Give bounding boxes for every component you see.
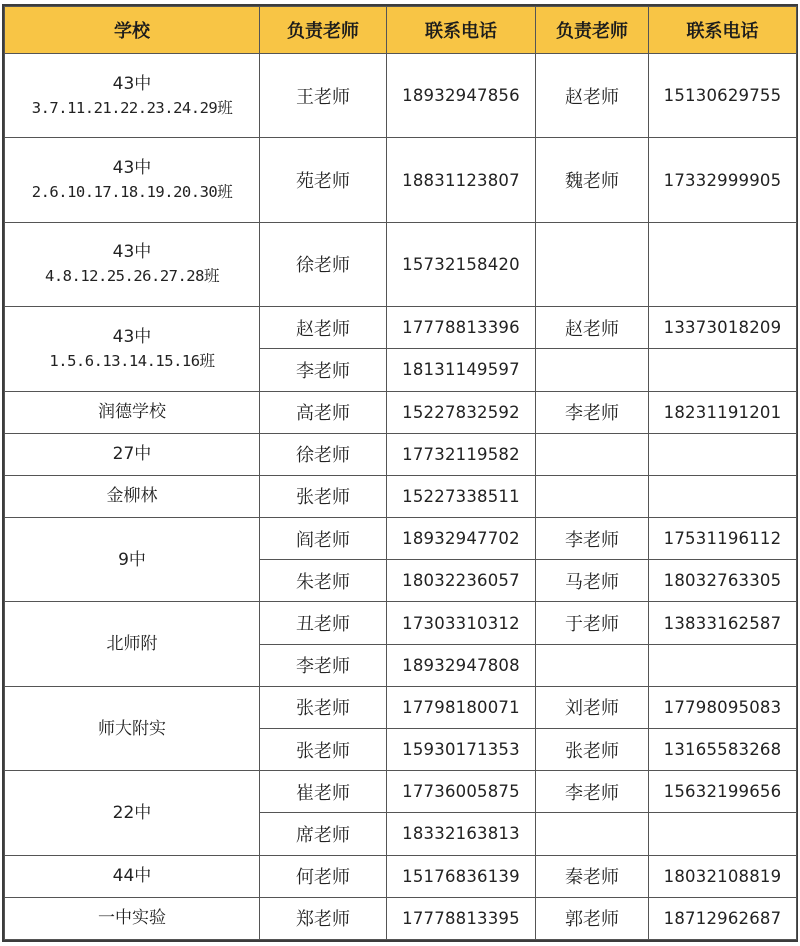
teacher-name: 何老师 [260, 855, 387, 897]
phone-number [649, 644, 797, 686]
school-name: 22中 [5, 771, 260, 855]
phone-number: 17798180071 [387, 686, 536, 728]
teacher-name [536, 813, 649, 855]
phone-number: 17736005875 [387, 771, 536, 813]
phone-number: 15732158420 [387, 222, 536, 306]
teacher-name: 秦老师 [536, 855, 649, 897]
teacher-name: 赵老师 [536, 307, 649, 349]
school-cell [5, 54, 260, 138]
table-row [5, 602, 797, 644]
table-row [5, 686, 797, 728]
phone-number [649, 813, 797, 855]
phone-number: 17778813396 [387, 307, 536, 349]
teacher-name: 徐老师 [260, 433, 387, 475]
header-phone-2: 联系电话 [649, 7, 797, 54]
school-name: 44中 [5, 855, 260, 897]
teacher-name: 张老师 [536, 729, 649, 771]
teacher-name: 刘老师 [536, 686, 649, 728]
teacher-name: 马老师 [536, 560, 649, 602]
teacher-name [536, 433, 649, 475]
school-name: 27中 [5, 433, 260, 475]
school-name: 43中 [112, 158, 152, 179]
teacher-name: 徐老师 [260, 222, 387, 306]
contact-table-frame [2, 4, 798, 942]
teacher-name: 崔老师 [260, 771, 387, 813]
teacher-name [536, 475, 649, 517]
teacher-name: 赵老师 [260, 307, 387, 349]
teacher-name: 席老师 [260, 813, 387, 855]
phone-number: 17798095083 [649, 686, 797, 728]
phone-number: 18932947702 [387, 518, 536, 560]
school-name: 北师附 [5, 602, 260, 686]
teacher-name: 李老师 [536, 518, 649, 560]
school-cell [5, 138, 260, 222]
phone-number: 17732119582 [387, 433, 536, 475]
school-classes: 1.5.6.13.14.15.16班 [49, 351, 215, 370]
school-classes: 4.8.12.25.26.27.28班 [45, 267, 219, 286]
teacher-name: 郑老师 [260, 897, 387, 939]
school-name: 9中 [5, 518, 260, 602]
phone-number: 15632199656 [649, 771, 797, 813]
table-row [5, 138, 797, 222]
teacher-name: 李老师 [260, 644, 387, 686]
table-row [5, 391, 797, 433]
table-row [5, 54, 797, 138]
teacher-name: 朱老师 [260, 560, 387, 602]
school-name: 师大附实 [5, 686, 260, 770]
teacher-name: 张老师 [260, 686, 387, 728]
school-name: 43中 [112, 326, 152, 347]
school-name: 润德学校 [5, 391, 260, 433]
phone-number [649, 433, 797, 475]
school-name: 43中 [112, 242, 152, 263]
teacher-name: 李老师 [536, 771, 649, 813]
school-cell [5, 222, 260, 306]
phone-number [649, 222, 797, 306]
table-row [5, 771, 797, 813]
phone-number: 13833162587 [649, 602, 797, 644]
teacher-name: 王老师 [260, 54, 387, 138]
phone-number: 13373018209 [649, 307, 797, 349]
header-teacher-2: 负责老师 [536, 7, 649, 54]
teacher-name: 李老师 [260, 349, 387, 391]
teacher-name: 张老师 [260, 475, 387, 517]
teacher-name: 丑老师 [260, 602, 387, 644]
phone-number: 18032236057 [387, 560, 536, 602]
phone-number: 18332163813 [387, 813, 536, 855]
phone-number: 18032763305 [649, 560, 797, 602]
teacher-name [536, 222, 649, 306]
teacher-name: 魏老师 [536, 138, 649, 222]
phone-number: 18712962687 [649, 897, 797, 939]
phone-number: 17531196112 [649, 518, 797, 560]
school-classes: 2.6.10.17.18.19.20.30班 [31, 183, 233, 202]
table-row [5, 897, 797, 939]
school-name: 一中实验 [5, 897, 260, 939]
teacher-name [536, 644, 649, 686]
teacher-name: 张老师 [260, 729, 387, 771]
phone-number: 18831123807 [387, 138, 536, 222]
header-phone-1: 联系电话 [387, 7, 536, 54]
phone-number: 18231191201 [649, 391, 797, 433]
teacher-name: 赵老师 [536, 54, 649, 138]
phone-number [649, 475, 797, 517]
teacher-name: 于老师 [536, 602, 649, 644]
phone-number: 13165583268 [649, 729, 797, 771]
school-cell [5, 307, 260, 391]
phone-number: 15227338511 [387, 475, 536, 517]
teacher-name: 阎老师 [260, 518, 387, 560]
phone-number: 18932947808 [387, 644, 536, 686]
header-row [5, 7, 797, 54]
teacher-name: 苑老师 [260, 138, 387, 222]
table-row [5, 307, 797, 349]
phone-number: 17303310312 [387, 602, 536, 644]
contact-table [4, 6, 797, 940]
phone-number: 15930171353 [387, 729, 536, 771]
teacher-name: 高老师 [260, 391, 387, 433]
header-school: 学校 [5, 7, 260, 54]
table-row [5, 475, 797, 517]
school-name: 43中 [112, 73, 152, 94]
phone-number: 18131149597 [387, 349, 536, 391]
table-row [5, 855, 797, 897]
phone-number: 15176836139 [387, 855, 536, 897]
header-teacher-1: 负责老师 [260, 7, 387, 54]
table-row [5, 518, 797, 560]
teacher-name: 李老师 [536, 391, 649, 433]
phone-number [649, 349, 797, 391]
phone-number: 17332999905 [649, 138, 797, 222]
table-row [5, 222, 797, 306]
school-classes: 3.7.11.21.22.23.24.29班 [31, 98, 233, 117]
phone-number: 17778813395 [387, 897, 536, 939]
teacher-name [536, 349, 649, 391]
phone-number: 18032108819 [649, 855, 797, 897]
phone-number: 15227832592 [387, 391, 536, 433]
school-name: 金柳林 [5, 475, 260, 517]
table-row [5, 433, 797, 475]
teacher-name: 郭老师 [536, 897, 649, 939]
phone-number: 18932947856 [387, 54, 536, 138]
phone-number: 15130629755 [649, 54, 797, 138]
